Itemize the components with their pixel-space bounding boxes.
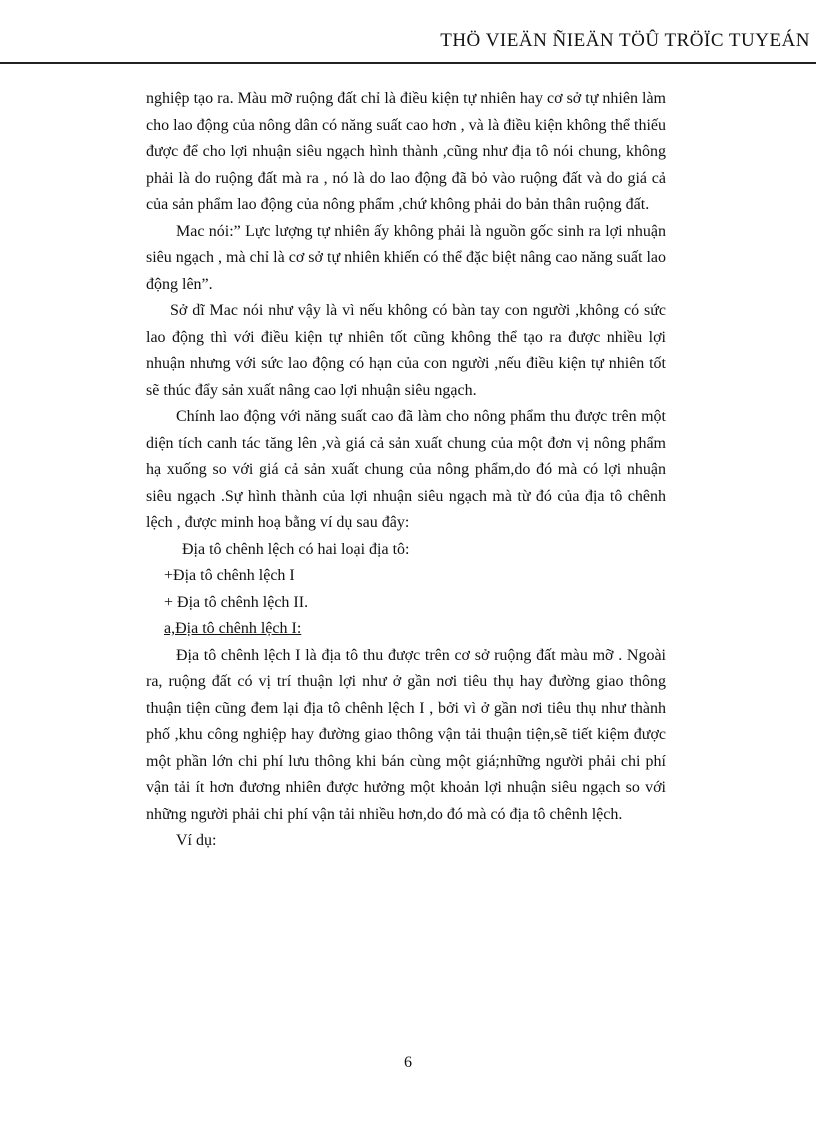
paragraph-3: Sở dĩ Mac nói như vậy là vì nếu không có bàn tay con người ,không có sức lao động thì với điều kiện tự nhiên tốt cũng không thể tạo ra được nhiều lợi nhuận nhưng với sức lao động có hạn của con người ,nếu điều kiện tự nhiên tốt sẽ thúc đẩy sản xuất nâng cao lợi nhuận siêu ngạch. — [146, 302, 666, 399]
list-item-1: +Địa tô chênh lệch I — [164, 567, 295, 584]
running-header: THÖ VIEÄN ÑIEÄN TÖÛ TRÖÏC TUYEÁN — [440, 30, 810, 51]
header-divider — [0, 62, 816, 64]
paragraph-7: Ví dụ: — [176, 832, 217, 849]
section-heading: a,Địa tô chênh lệch I: — [164, 620, 302, 637]
paragraph-6: Địa tô chênh lệch I là địa tô thu được trên cơ sở ruộng đất màu mỡ . Ngoài ra, ruộng đất có vị trí thuận lợi như ở gần nơi tiêu thụ hay đường giao thông thuận tiện cũng đem lại địa tô chênh lệch I , bởi vì ở gần nơi tiêu thụ như thành phố ,khu công nghiệp hay đường giao thông vận tải thuận tiện,sẽ tiết kiệm được một phần lớn chi phí lưu thông khi bán cùng một giá;những người phải chi phí vận tải ít hơn đương nhiên được hưởng một khoản lợi nhuận siêu ngạch so với những người phải chi phí vận tải nhiều hơn,do đó mà có địa tô chênh lệch. — [146, 646, 666, 823]
list-item-2: + Địa tô chênh lệch II. — [164, 593, 309, 611]
paragraph-5: Địa tô chênh lệch có hai loại địa tô: — [182, 540, 410, 558]
paragraph-2: Mac nói:” Lực lượng tự nhiên ấy không phải là nguồn gốc sinh ra lợi nhuận siêu ngạch , mà chỉ là cơ sở tự nhiên khiến có thể đặc biệt nâng cao năng suất lao động lên”. — [146, 222, 666, 293]
paragraph-1: nghiệp tạo ra. Màu mỡ ruộng đất chỉ là điều kiện tự nhiên hay cơ sở tự nhiên làm cho lao động của nông dân có năng suất cao hơn , và là điều kiện không thể thiếu được để cho lợi nhuận siêu ngạch hình thành ,cũng như địa tô nói chung, không phải là do ruộng đất mà ra , nó là do lao động đã bỏ vào ruộng đất và do giá cả của sản phẩm lao động của nông phẩm ,chứ không phải do bản thân ruộng đất. — [146, 90, 666, 213]
paragraph-4: Chính lao động với năng suất cao đã làm cho nông phẩm thu được trên một diện tích canh tác tăng lên ,và giá cả sản xuất chung của một đơn vị nông phẩm hạ xuống so với giá cả sản xuất chung của nông phẩm,do đó mà có lợi nhuận siêu ngạch .Sự hình thành của lợi nhuận siêu ngạch mà từ đó của địa tô chênh lệch , được minh hoạ bằng ví dụ sau đây: — [146, 408, 666, 531]
page-number: 6 — [404, 1054, 412, 1071]
document-body — [146, 86, 666, 855]
